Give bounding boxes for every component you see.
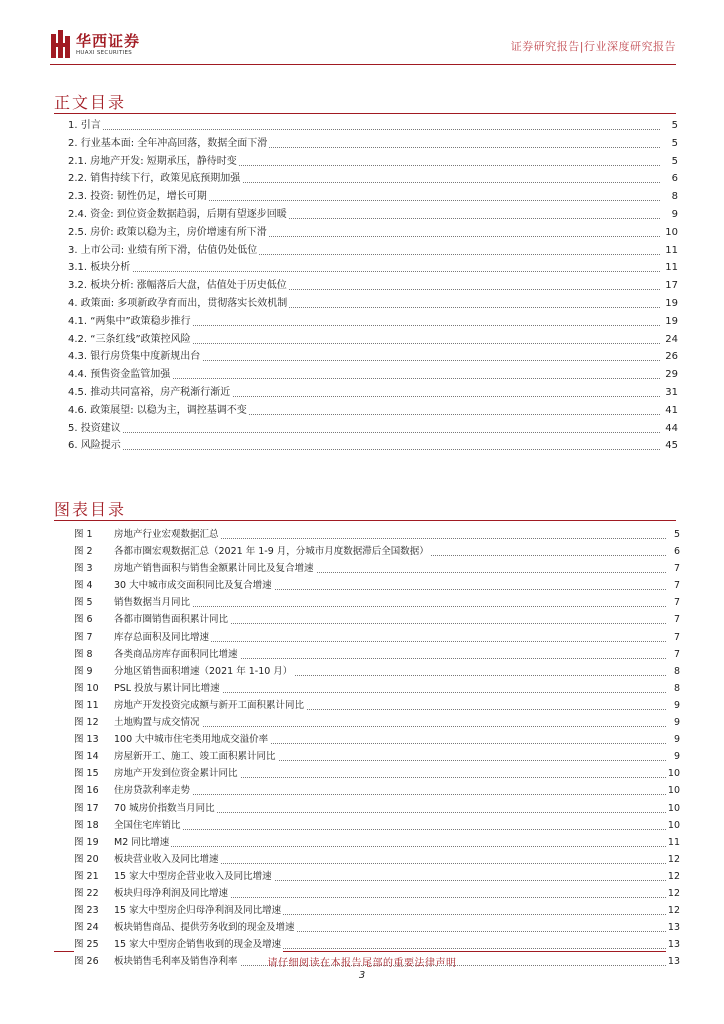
figure-page-number: 6 (672, 543, 680, 560)
toc-entry-label: 1. 引言 (68, 117, 103, 135)
figure-number: 图 25 (74, 939, 99, 951)
figure-entry[interactable] (74, 526, 680, 543)
leader-dots (68, 129, 660, 130)
figure-number: 图 2 (74, 546, 93, 558)
figure-label: 房屋新开工、施工、竣工面积累计同比 (114, 751, 276, 763)
toc-entry-label: 2.2. 销售持续下行，政策见底预期加强 (68, 170, 242, 188)
figure-number: 图 6 (74, 614, 93, 626)
figure-number: 图 4 (74, 580, 93, 592)
figure-text (74, 594, 192, 611)
leader-dots (68, 271, 660, 272)
figure-label: 住房贷款利率走势 (114, 785, 191, 797)
toc-entry[interactable] (58, 331, 678, 349)
figure-text (74, 680, 222, 697)
figure-text (74, 577, 274, 594)
toc-page-number: 29 (663, 366, 678, 384)
figure-page-number: 9 (672, 714, 680, 731)
toc-entry[interactable] (58, 259, 678, 277)
toc-entry[interactable] (58, 206, 678, 224)
figure-page-number: 12 (666, 851, 680, 868)
figure-entry[interactable] (74, 543, 680, 560)
figure-text (74, 765, 240, 782)
figures-list (74, 526, 680, 970)
figure-number: 图 26 (74, 956, 99, 968)
toc-entry-label: 2.5. 房价: 政策以稳为主，房价增速有所下滑 (68, 224, 269, 242)
toc-entry[interactable] (58, 348, 678, 366)
figure-number: 图 24 (74, 922, 99, 934)
figure-entry[interactable] (74, 885, 680, 902)
figure-number: 图 13 (74, 734, 99, 746)
figure-number: 图 10 (74, 682, 99, 694)
toc-entry-label: 4.4. 预售资金监管加强 (68, 366, 172, 384)
figure-page-number: 7 (672, 594, 680, 611)
figure-page-number: 9 (672, 731, 680, 748)
figure-entry[interactable] (74, 663, 680, 680)
toc-entry[interactable] (58, 224, 678, 242)
toc-entry[interactable] (58, 117, 678, 135)
figure-page-number: 9 (672, 697, 680, 714)
toc-page-number: 31 (663, 384, 678, 402)
figure-number: 图 5 (74, 597, 93, 609)
toc-entry-label: 2. 行业基本面: 全年冲高回落，数据全面下滑 (68, 135, 269, 153)
toc-page-number: 9 (670, 206, 678, 224)
figure-text (74, 902, 283, 919)
huaxi-logo-icon (50, 30, 72, 58)
figure-page-number: 13 (666, 919, 680, 936)
figure-number: 图 12 (74, 717, 99, 729)
toc-entry[interactable] (58, 153, 678, 171)
figure-text (74, 697, 306, 714)
page-header (50, 28, 676, 64)
figure-number: 图 15 (74, 768, 99, 780)
toc-entry[interactable] (58, 170, 678, 188)
figure-entry[interactable] (74, 646, 680, 663)
figure-label: 房地产销售面积与销售金额累计同比及复合增速 (114, 563, 314, 575)
figure-entry[interactable] (74, 902, 680, 919)
figure-label: 房地产行业宏观数据汇总 (114, 529, 219, 540)
toc-entry-label: 4. 政策面: 多项新政孕育而出，贯彻落实长效机制 (68, 295, 289, 313)
figure-entry[interactable] (74, 765, 680, 782)
toc-entry-label: 4.2. “三条红线”政策控风险 (68, 331, 193, 349)
figure-entry[interactable] (74, 731, 680, 748)
toc-page-number: 11 (663, 242, 678, 260)
figure-text (74, 663, 294, 680)
figure-number: 图 19 (74, 836, 99, 848)
figure-entry[interactable] (74, 748, 680, 765)
company-logo (50, 28, 190, 64)
figure-entry[interactable] (74, 577, 680, 594)
figure-label: 30 大中城市成交面积同比及复合增速 (114, 580, 272, 592)
figure-text (74, 714, 202, 731)
toc-page-number: 17 (663, 277, 678, 295)
figure-label: 房地产开发到位资金累计同比 (114, 768, 238, 780)
figure-page-number: 7 (672, 646, 680, 663)
figure-text (74, 782, 192, 799)
toc-page-number: 44 (663, 420, 678, 438)
figures-title-divider (54, 520, 676, 521)
figure-text (74, 646, 240, 663)
figure-label: 15 家大中型房企归母净利润及同比增速 (114, 905, 282, 917)
figure-number: 图 20 (74, 853, 99, 865)
figure-text (74, 731, 270, 748)
figure-number: 图 22 (74, 887, 99, 899)
toc-entry-label: 2.1. 房地产开发: 短期承压，静待时变 (68, 153, 239, 171)
figure-label: 各都市圈宏观数据汇总（2021 年 1-9 月，分城市月度数据滞后全国数据） (114, 546, 429, 558)
figure-page-number: 8 (672, 680, 680, 697)
figure-page-number: 7 (672, 577, 680, 594)
header-divider (50, 64, 676, 65)
toc-page-number: 5 (670, 117, 678, 135)
toc-entry-label: 3.1. 板块分析 (68, 259, 132, 277)
figure-number: 图 21 (74, 870, 99, 882)
legal-notice: 请仔细阅读在本报告尾部的重要法律声明 (267, 958, 457, 969)
figure-label: 全国住宅库销比 (114, 819, 181, 831)
toc-page-number: 41 (663, 402, 678, 420)
toc-entry-label: 4.6. 政策展望: 以稳为主，调控基调不变 (68, 402, 249, 420)
figure-entry[interactable] (74, 714, 680, 731)
toc-title-divider (54, 113, 676, 114)
figure-text (74, 953, 240, 970)
toc-entry-label: 3.2. 板块分析: 涨幅落后大盘，估值处于历史低位 (68, 277, 289, 295)
toc-entry[interactable] (58, 366, 678, 384)
figure-label: 100 大中城市住宅类用地成交溢价率 (114, 734, 269, 746)
figure-entry[interactable] (74, 782, 680, 799)
figure-entry[interactable] (74, 560, 680, 577)
figure-text (74, 748, 278, 765)
toc-entry-label: 4.3. 银行房贷集中度新规出台 (68, 348, 202, 366)
figure-entry[interactable] (74, 919, 680, 936)
figure-label: 15 家大中型房企营业收入及同比增速 (114, 870, 272, 882)
figure-entry[interactable] (74, 851, 680, 868)
toc-page-number: 10 (663, 224, 678, 242)
figure-text (74, 611, 230, 628)
figure-number: 图 17 (74, 802, 99, 814)
toc-page-number: 45 (663, 437, 678, 455)
figure-text (74, 834, 171, 851)
toc-entry-label: 3. 上市公司: 业绩有所下滑，估值仍处低位 (68, 242, 259, 260)
toc-page-number: 8 (670, 188, 678, 206)
toc-entry-label: 2.4. 资金: 到位资金数据趋弱，后期有望逐步回暖 (68, 206, 289, 224)
figure-page-number: 12 (666, 868, 680, 885)
figure-page-number: 10 (666, 800, 680, 817)
figure-label: 15 家大中型房企销售收到的现金及增速 (114, 939, 282, 951)
figure-label: 房地产开发投资完成额与新开工面积累计同比 (114, 699, 305, 711)
figure-page-number: 10 (666, 817, 680, 834)
toc-entry[interactable] (58, 135, 678, 153)
toc-entry-label: 6. 风险提示 (68, 437, 123, 455)
figure-label: M2 同比增速 (114, 836, 170, 848)
figure-label: 分地区销售面积增速（2021 年 1-10 月） (114, 665, 293, 677)
leader-dots (68, 449, 660, 450)
figure-text (74, 885, 230, 902)
figure-number: 图 9 (74, 665, 93, 677)
figure-page-number: 13 (666, 936, 680, 953)
figure-number: 图 18 (74, 819, 99, 831)
figures-title: 图表目录 (54, 500, 127, 519)
figure-text (74, 526, 221, 543)
figure-label: 70 城房价指数当月同比 (114, 802, 215, 814)
toc-entry[interactable] (58, 420, 678, 438)
figure-entry[interactable] (74, 834, 680, 851)
toc-page-number: 5 (670, 135, 678, 153)
figure-entry[interactable] (74, 697, 680, 714)
figure-entry[interactable] (74, 629, 680, 646)
figure-number: 图 7 (74, 631, 93, 643)
figure-number: 图 23 (74, 905, 99, 917)
logo-english-name: HUAXI SECURITIES (76, 50, 133, 56)
figure-page-number: 7 (672, 560, 680, 577)
figure-number: 图 3 (74, 563, 93, 575)
figure-label: PSL 投放与累计同比增速 (114, 682, 220, 694)
figure-page-number: 12 (666, 885, 680, 902)
figure-page-number: 8 (672, 663, 680, 680)
figure-number: 图 1 (74, 529, 93, 540)
toc-entry[interactable] (58, 188, 678, 206)
toc-page-number: 26 (663, 348, 678, 366)
figure-text (74, 543, 431, 560)
toc-title: 正文目录 (54, 93, 127, 112)
figure-page-number: 5 (672, 526, 680, 543)
toc-entry-label: 4.1. “两集中”政策稳步推行 (68, 313, 193, 331)
toc-list (58, 117, 678, 455)
figure-entry[interactable] (74, 817, 680, 834)
figure-number: 图 16 (74, 785, 99, 797)
page-number: 3 (358, 970, 366, 981)
figure-label: 各类商品房库存面积同比增速 (114, 648, 238, 660)
leader-dots (68, 432, 660, 433)
toc-entry[interactable] (58, 277, 678, 295)
figure-page-number: 13 (666, 953, 680, 970)
toc-entry[interactable] (58, 313, 678, 331)
figure-page-number: 7 (672, 629, 680, 646)
figure-label: 板块销售商品、提供劳务收到的现金及增速 (114, 922, 295, 934)
figure-entry[interactable] (74, 868, 680, 885)
toc-page-number: 11 (663, 259, 678, 277)
figure-label: 板块归母净利润及同比增速 (114, 887, 229, 899)
figure-text (74, 919, 297, 936)
figure-page-number: 9 (672, 748, 680, 765)
toc-entry-label: 2.3. 投资: 韧性仍足，增长可期 (68, 188, 209, 206)
figure-label: 板块营业收入及同比增速 (114, 853, 219, 865)
logo-chinese-name: 华西证券 (76, 32, 141, 50)
toc-entry-label: 5. 投资建议 (68, 420, 123, 438)
figure-page-number: 11 (666, 834, 680, 851)
figure-text (74, 936, 283, 953)
figure-text (74, 851, 221, 868)
figure-page-number: 10 (666, 765, 680, 782)
figure-label: 销售数据当月同比 (114, 597, 191, 609)
figure-label: 库存总面积及同比增速 (114, 631, 210, 643)
toc-entry[interactable] (58, 384, 678, 402)
report-type-label: 证券研究报告|行业深度研究报告 (510, 40, 676, 53)
figure-label: 板块销售毛利率及销售净利率 (114, 956, 238, 968)
figure-label: 土地购置与成交情况 (114, 717, 200, 729)
figure-text (74, 817, 183, 834)
toc-entry-label: 4.5. 推动共同富裕，房产税渐行渐近 (68, 384, 232, 402)
figure-text (74, 868, 274, 885)
toc-page-number: 6 (670, 170, 678, 188)
figure-page-number: 7 (672, 611, 680, 628)
figure-text (74, 560, 316, 577)
figure-text (74, 629, 211, 646)
toc-entry[interactable] (58, 295, 678, 313)
toc-entry[interactable] (58, 402, 678, 420)
figure-number: 图 11 (74, 699, 99, 711)
figure-page-number: 10 (666, 782, 680, 799)
toc-page-number: 19 (663, 313, 678, 331)
toc-entry[interactable] (58, 437, 678, 455)
toc-page-number: 5 (670, 153, 678, 171)
figure-number: 图 8 (74, 648, 93, 660)
toc-entry[interactable] (58, 242, 678, 260)
figure-label: 各都市圈销售面积累计同比 (114, 614, 229, 626)
figure-page-number: 12 (666, 902, 680, 919)
figure-entry[interactable] (74, 800, 680, 817)
figure-text (74, 800, 217, 817)
figure-entry[interactable] (74, 594, 680, 611)
toc-page-number: 19 (663, 295, 678, 313)
figure-number: 图 14 (74, 751, 99, 763)
toc-page-number: 24 (663, 331, 678, 349)
figure-entry[interactable] (74, 611, 680, 628)
figure-entry[interactable] (74, 680, 680, 697)
